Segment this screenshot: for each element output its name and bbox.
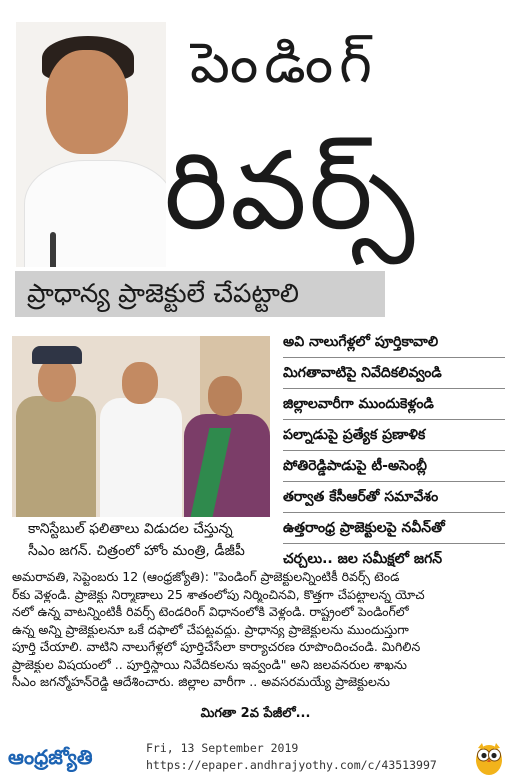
photo-shirt	[24, 160, 166, 267]
highlight-item: తర్వాత కేసీఆర్‌తో సమావేశం	[283, 482, 505, 513]
footer	[0, 736, 511, 781]
photo-officer-cap	[32, 346, 82, 364]
edition-date: Fri, 13 September 2019	[146, 741, 299, 755]
headline-line-1: పెండింగ్	[190, 31, 378, 96]
meeting-photo	[12, 336, 270, 517]
article-line: ఉన్న అన్ని ప్రాజెక్టులనూ ఒకే దఫాలో చేపట్టవద్దు. ప్రాధాన్య ప్రాజెక్టులను ముందుస్తుగా	[12, 621, 409, 637]
highlight-item: అవి నాలుగేళ్లలో పూర్తికావాలి	[283, 327, 505, 358]
headline-line-2: రివర్స్	[164, 129, 417, 254]
photo-officer-body	[16, 396, 96, 517]
microphone	[50, 232, 56, 267]
photo-caption-line-2: సీఎం జగన్. చిత్రంలో హోం మంత్రి, డీజీపీ	[28, 543, 245, 559]
highlight-item: పల్నాడుపై ప్రత్యేక ప్రణాళిక	[283, 420, 505, 451]
article-line: అమరావతి, సెప్టెంబరు 12 (ఆంధ్రజ్యోతి): "పెండింగ్ ప్రాజెక్టులన్నింటికీ రివర్స్ టెండ	[12, 569, 400, 584]
article-line: పూర్తి చేయాలి. వాటిని నాలుగేళ్లలో పూర్తిచేసేలా కార్యాచరణ రూపొందించండి. మిగిలిన	[12, 639, 421, 654]
newspaper-logo[interactable]: ఆంధ్రజ్యోతి	[8, 745, 93, 769]
highlight-item: మిగతావాటిపై నివేదికలివ్వండి	[283, 358, 505, 389]
photo-officer-head	[38, 358, 76, 402]
highlight-item: పోతిరెడ్డిపాడుపై టీ-అసెంబ్లీ	[283, 451, 505, 482]
photo-cm-body	[100, 398, 182, 517]
subheading: ప్రాధాన్య ప్రాజెక్టులే చేపట్టాలి	[15, 271, 385, 317]
owl-icon[interactable]	[474, 740, 504, 776]
article-line: సీఎం జగన్మోహన్‌రెడ్డి ఆదేశించారు. జిల్లాల వారీగా .. అవసరమయ్యే ప్రాజెక్టులను	[12, 674, 390, 689]
footer-meta	[146, 740, 437, 774]
edition-url[interactable]: https://epaper.andhrajyothy.com/c/43513997	[146, 758, 437, 772]
photo-caption-line-1: కానిస్టేబుల్ ఫలితాలు విడుదల చేస్తున్న	[28, 521, 233, 537]
continued-note: మిగతా 2వ పేజీలో...	[200, 706, 311, 721]
highlight-item: ఉత్తరాంధ్ర ప్రాజెక్టులపై నవీన్‌తో	[283, 513, 505, 544]
photo-face	[46, 50, 128, 154]
highlight-item: చర్చలు.. జల సమీక్షలో జగన్	[283, 551, 443, 567]
article-line: ప్రాజెక్టుల విషయంలో .. పూర్తిస్థాయి నివేదికలను ఇవ్వండి" అని జలవనరుల శాఖను	[12, 656, 408, 672]
headline-photo	[16, 22, 166, 267]
photo-cm-head	[122, 362, 158, 404]
photo-minister-head	[208, 376, 242, 416]
article-line: ర్‌కు వెళ్లండి. ప్రాజెక్టు నిర్మాణాలు 25 శాతంలోపు నిర్మించినవి, కొత్తగా చేపట్టాలన్న యోచ	[12, 586, 425, 602]
article-body	[12, 568, 500, 691]
highlight-item: జిల్లాలవారీగా ముందుకెళ్లండి	[283, 389, 505, 420]
highlights-list	[283, 327, 505, 575]
article-line: నలో ఉన్న వాటన్నింటికీ రివర్స్ టెండరింగ్ విధానంలోకి వెళ్లండి. రాష్ట్రంలో పెండింగ్‌లో	[12, 604, 409, 619]
